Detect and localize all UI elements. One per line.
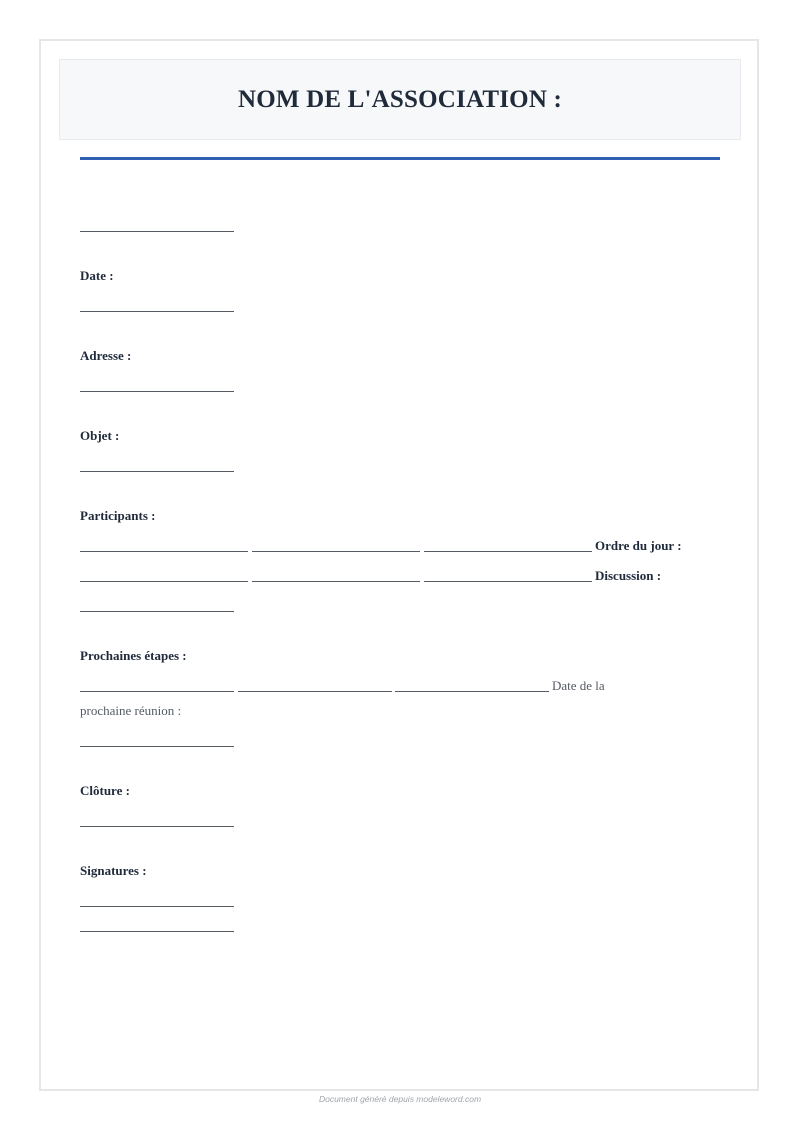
ordre-du-jour-line	[252, 581, 420, 582]
date-line	[80, 311, 234, 312]
adresse-label: Adresse :	[80, 348, 132, 363]
participants-line	[80, 551, 248, 552]
participants-label: Participants :	[80, 508, 156, 523]
ordre-du-jour-line	[80, 581, 248, 582]
date-prochaine-reunion-label-line1: Date de la	[552, 678, 605, 693]
discussion-line	[80, 611, 234, 612]
ordre-du-jour-label: Ordre du jour :	[595, 538, 682, 553]
page-frame	[39, 39, 759, 1091]
footer-note: Document généré depuis modeleword.com	[318, 1094, 482, 1104]
adresse-line	[80, 391, 234, 392]
signature-line	[80, 906, 234, 907]
ordre-du-jour-line	[424, 581, 592, 582]
objet-line	[80, 471, 234, 472]
prochaines-etapes-line	[80, 691, 234, 692]
participants-line	[252, 551, 420, 552]
header-box	[59, 59, 741, 140]
signature-line	[80, 931, 234, 932]
prochaines-etapes-label: Prochaines étapes :	[80, 648, 187, 663]
page-title: NOM DE L'ASSOCIATION :	[237, 85, 563, 113]
cloture-label: Clôture :	[80, 783, 130, 798]
prochaines-etapes-line	[395, 691, 549, 692]
participants-line	[424, 551, 592, 552]
date-prochaine-reunion-line	[80, 746, 234, 747]
blank-line	[80, 231, 234, 232]
signatures-label: Signatures :	[80, 863, 147, 878]
prochaines-etapes-line	[238, 691, 392, 692]
cloture-line	[80, 826, 234, 827]
date-prochaine-reunion-label-line2: prochaine réunion :	[80, 703, 182, 718]
discussion-label: Discussion :	[595, 568, 662, 583]
accent-divider	[80, 157, 720, 160]
date-label: Date :	[80, 268, 114, 283]
objet-label: Objet :	[80, 428, 120, 443]
